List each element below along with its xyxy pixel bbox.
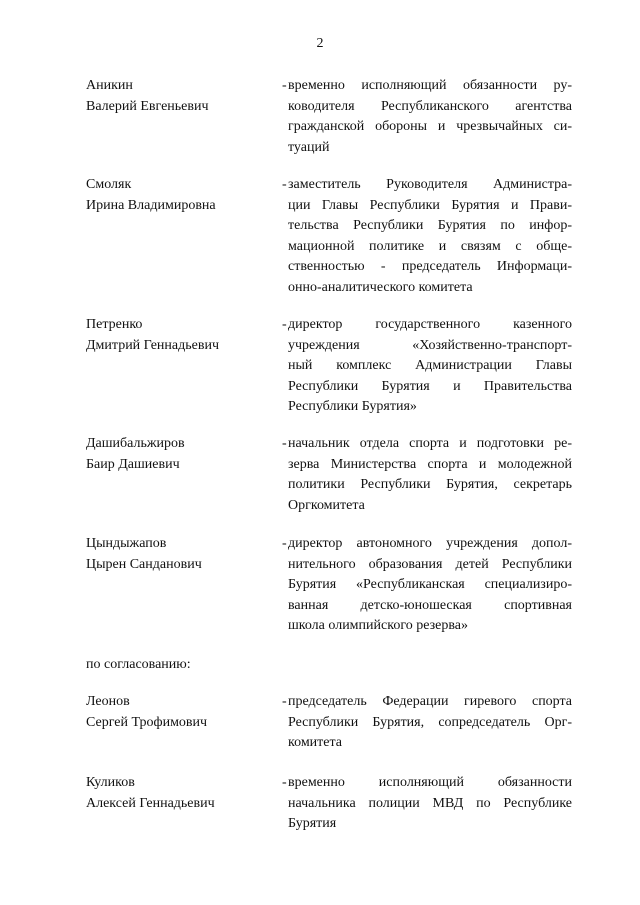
member-given-names: Дмитрий Геннадьевич <box>86 337 219 353</box>
position-line: политики Республики Бурятия, секретарь <box>288 477 572 492</box>
position-line: мационной политике и связям с обще- <box>288 238 572 254</box>
member-surname: Дашибальжиров <box>86 436 185 451</box>
position-line: ководителя Республиканского агентства <box>288 98 572 114</box>
member-name <box>86 315 276 356</box>
position-line: Бурятия <box>288 816 337 831</box>
member-position <box>288 692 572 754</box>
member-given-names: Валерий Евгеньевич <box>86 98 209 114</box>
position-line: туаций <box>288 139 330 155</box>
position-line: Оргкомитета <box>288 497 365 513</box>
position-line: директор государственного казенного <box>288 317 572 332</box>
position-line: директор автономного учреждения допол- <box>288 536 572 551</box>
member-position <box>288 434 572 516</box>
position-line: тельства Республики Бурятия по инфор- <box>288 218 572 233</box>
dash-separator: - <box>282 177 287 192</box>
member-name <box>86 692 276 733</box>
position-line: учреждения «Хозяйственно-транспорт- <box>288 337 572 353</box>
position-line: онно-аналитического комитета <box>288 279 473 295</box>
member-position <box>288 773 572 835</box>
member-position <box>288 315 572 418</box>
member-surname: Леонов <box>86 694 130 709</box>
dash-separator: - <box>282 317 287 332</box>
member-surname: Смоляк <box>86 177 132 192</box>
dash-separator: - <box>282 436 287 451</box>
dash-separator: - <box>282 775 287 790</box>
dash-separator: - <box>282 536 287 551</box>
position-line: ции Главы Республики Бурятия и Прави- <box>288 197 572 213</box>
agreement-section-label: по согласованию: <box>86 657 191 672</box>
dash-separator: - <box>282 694 287 709</box>
position-line: начальник отдела спорта и подготовки ре- <box>288 436 572 451</box>
member-given-names: Цырен Санданович <box>86 556 202 572</box>
member-given-names: Сергей Трофимович <box>86 714 208 730</box>
position-line: зерва Министерства спорта и молодежной <box>288 456 572 472</box>
position-line: ный комплекс Администрации Главы <box>288 358 572 373</box>
member-name <box>86 175 276 216</box>
member-surname: Куликов <box>86 775 135 790</box>
page-number: 2 <box>316 36 324 51</box>
member-position <box>288 534 572 637</box>
member-surname: Аникин <box>86 78 133 93</box>
position-line: комитета <box>288 735 343 750</box>
position-line: Республики Бурятия, сопредседатель Орг- <box>288 714 572 730</box>
member-name <box>86 534 276 575</box>
position-line: школа олимпийского резерва» <box>288 618 468 633</box>
position-line: нительного образования детей Республики <box>288 556 572 572</box>
member-position <box>288 175 572 298</box>
dash-separator: - <box>282 78 287 93</box>
member-given-names: Алексей Геннадьевич <box>86 795 215 811</box>
position-line: временно исполняющий обязанности ру- <box>288 78 572 93</box>
member-name <box>86 773 276 814</box>
position-line: Республики Бурятия» <box>288 399 417 414</box>
member-given-names: Ирина Владимировна <box>86 197 216 213</box>
member-surname: Цындыжапов <box>86 536 167 551</box>
position-line: ванная детско-юношеская спортивная <box>288 597 572 613</box>
position-line: временно исполняющий обязанности <box>288 775 572 790</box>
position-line: ственностью - председатель Информаци- <box>288 259 572 274</box>
member-position <box>288 76 572 158</box>
position-line: Республики Бурятия и Правительства <box>288 378 572 394</box>
position-line: председатель Федерации гиревого спорта <box>288 694 572 709</box>
position-line: гражданской обороны и чрезвычайных си- <box>288 119 572 134</box>
member-given-names: Баир Дашиевич <box>86 456 180 472</box>
member-name <box>86 76 276 117</box>
member-name <box>86 434 276 475</box>
position-line: Бурятия «Республиканская специализиро- <box>288 577 572 592</box>
position-line: начальника полиции МВД по Республике <box>288 795 572 811</box>
position-line: заместитель Руководителя Администра- <box>288 177 572 192</box>
member-surname: Петренко <box>86 317 143 332</box>
